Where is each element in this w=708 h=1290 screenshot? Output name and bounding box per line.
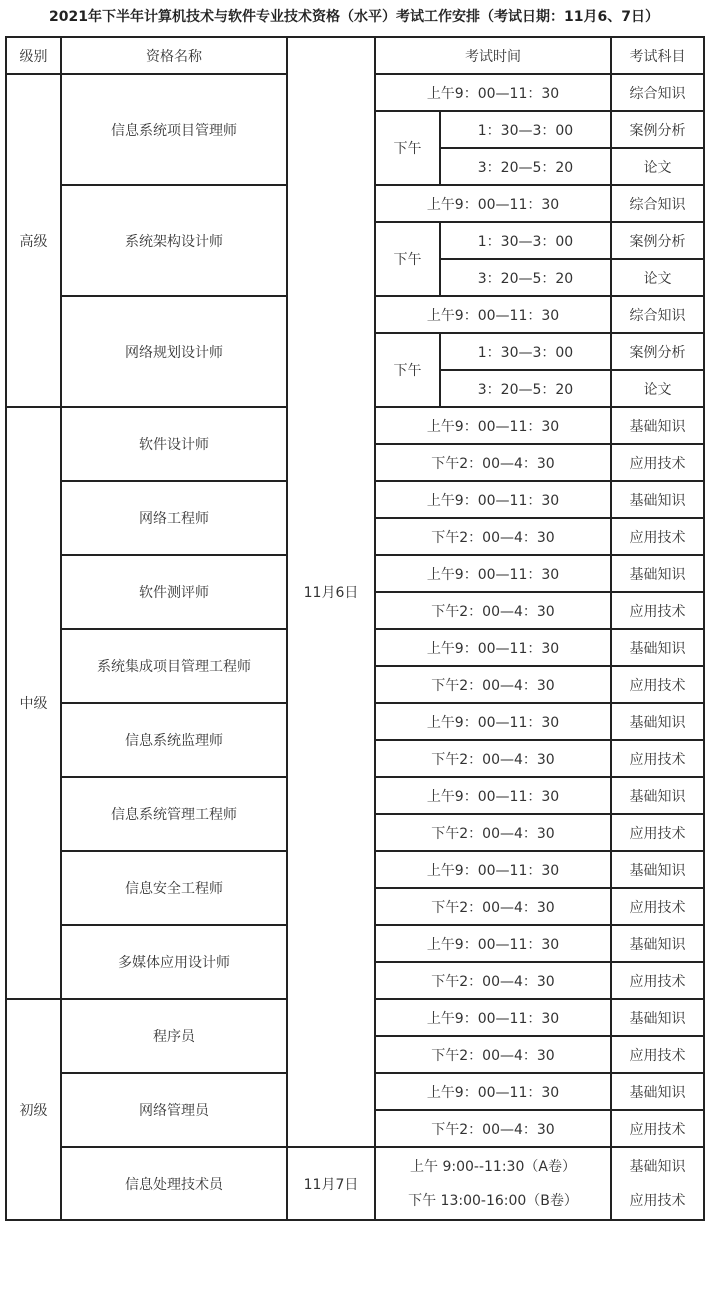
header-time: 考试时间	[375, 37, 611, 74]
afternoon-subject-1: 案例分析	[611, 222, 704, 259]
afternoon-subject: 应用技术	[611, 1036, 704, 1073]
morning-subject: 综合知识	[611, 185, 704, 222]
level-senior: 高级	[6, 74, 61, 407]
exam-name: 信息系统项目管理师	[61, 74, 287, 185]
afternoon-label: 下午	[375, 222, 440, 296]
afternoon-time: 下午 13:00-16:00（B卷）	[408, 1192, 578, 1209]
header-name: 资格名称	[61, 37, 287, 74]
morning-time: 上午9：00—11：30	[375, 925, 611, 962]
morning-subject: 综合知识	[611, 74, 704, 111]
header-row	[6, 37, 704, 74]
exam-name: 信息处理技术员	[61, 1147, 287, 1220]
date-cell-day2: 11月7日	[287, 1147, 375, 1220]
morning-time: 上午9：00—11：30	[375, 703, 611, 740]
exam-name: 软件测评师	[61, 555, 287, 629]
afternoon-time: 下午2：00—4：30	[375, 740, 611, 777]
afternoon-time: 下午2：00—4：30	[375, 1110, 611, 1147]
afternoon-subject: 应用技术	[611, 518, 704, 555]
afternoon-subject: 应用技术	[611, 888, 704, 925]
morning-time: 上午9：00—11：30	[375, 999, 611, 1036]
header-level: 级别	[6, 37, 61, 74]
afternoon-subject-2: 论文	[611, 259, 704, 296]
exam-name: 信息系统管理工程师	[61, 777, 287, 851]
afternoon-time-1: 1：30—3：00	[440, 222, 611, 259]
exam-subjects	[611, 1147, 704, 1220]
afternoon-subject: 应用技术	[611, 740, 704, 777]
morning-time: 上午9：00—11：30	[375, 629, 611, 666]
morning-subject: 基础知识	[611, 925, 704, 962]
afternoon-time: 下午2：00—4：30	[375, 888, 611, 925]
exam-name: 多媒体应用设计师	[61, 925, 287, 999]
afternoon-time: 下午2：00—4：30	[375, 962, 611, 999]
afternoon-label: 下午	[375, 111, 440, 185]
afternoon-time: 下午2：00—4：30	[375, 444, 611, 481]
morning-subject: 基础知识	[629, 1158, 686, 1175]
afternoon-time-1: 1：30—3：00	[440, 333, 611, 370]
afternoon-subject-2: 论文	[611, 148, 704, 185]
morning-subject: 基础知识	[611, 1073, 704, 1110]
exam-name: 网络管理员	[61, 1073, 287, 1147]
morning-time: 上午 9:00--11:30（A卷）	[410, 1158, 576, 1175]
exam-times	[375, 1147, 611, 1220]
afternoon-time-1: 1：30—3：00	[440, 111, 611, 148]
afternoon-subject: 应用技术	[611, 592, 704, 629]
morning-time: 上午9：00—11：30	[375, 851, 611, 888]
afternoon-time: 下午2：00—4：30	[375, 1036, 611, 1073]
morning-subject: 基础知识	[611, 999, 704, 1036]
morning-time: 上午9：00—11：30	[375, 407, 611, 444]
level-intermediate: 中级	[6, 407, 61, 999]
afternoon-subject: 应用技术	[611, 814, 704, 851]
level-junior: 初级	[6, 999, 61, 1220]
page-title: 2021年下半年计算机技术与软件专业技术资格（水平）考试工作安排（考试日期：11月6、7日）	[49, 9, 659, 25]
morning-time: 上午9：00—11：30	[375, 1073, 611, 1110]
afternoon-subject-1: 案例分析	[611, 333, 704, 370]
afternoon-time: 下午2：00—4：30	[375, 592, 611, 629]
date-cell-day1: 11月6日	[287, 37, 375, 1147]
morning-subject: 综合知识	[611, 296, 704, 333]
morning-subject: 基础知识	[611, 481, 704, 518]
morning-time: 上午9：00—11：30	[375, 185, 611, 222]
afternoon-time-2: 3：20—5：20	[440, 370, 611, 407]
morning-time: 上午9：00—11：30	[375, 481, 611, 518]
exam-name: 信息系统监理师	[61, 703, 287, 777]
afternoon-subject: 应用技术	[611, 666, 704, 703]
morning-subject: 基础知识	[611, 777, 704, 814]
morning-subject: 基础知识	[611, 407, 704, 444]
exam-schedule-table	[5, 36, 705, 1221]
header-subject: 考试科目	[611, 37, 704, 74]
morning-time: 上午9：00—11：30	[375, 296, 611, 333]
exam-name: 网络工程师	[61, 481, 287, 555]
exam-name: 系统架构设计师	[61, 185, 287, 296]
morning-subject: 基础知识	[611, 703, 704, 740]
afternoon-time-2: 3：20—5：20	[440, 259, 611, 296]
morning-time: 上午9：00—11：30	[375, 555, 611, 592]
afternoon-time: 下午2：00—4：30	[375, 814, 611, 851]
morning-subject: 基础知识	[611, 555, 704, 592]
exam-name: 信息安全工程师	[61, 851, 287, 925]
afternoon-subject: 应用技术	[611, 444, 704, 481]
table-row	[6, 1147, 704, 1220]
afternoon-time: 下午2：00—4：30	[375, 666, 611, 703]
afternoon-subject: 应用技术	[611, 962, 704, 999]
afternoon-label: 下午	[375, 333, 440, 407]
afternoon-time: 下午2：00—4：30	[375, 518, 611, 555]
afternoon-time-2: 3：20—5：20	[440, 148, 611, 185]
exam-name: 软件设计师	[61, 407, 287, 481]
morning-subject: 基础知识	[611, 629, 704, 666]
morning-time: 上午9：00—11：30	[375, 74, 611, 111]
exam-name: 系统集成项目管理工程师	[61, 629, 287, 703]
afternoon-subject-1: 案例分析	[611, 111, 704, 148]
morning-subject: 基础知识	[611, 851, 704, 888]
exam-name: 网络规划设计师	[61, 296, 287, 407]
afternoon-subject: 应用技术	[629, 1192, 686, 1209]
exam-name: 程序员	[61, 999, 287, 1073]
morning-time: 上午9：00—11：30	[375, 777, 611, 814]
afternoon-subject: 应用技术	[611, 1110, 704, 1147]
afternoon-subject-2: 论文	[611, 370, 704, 407]
